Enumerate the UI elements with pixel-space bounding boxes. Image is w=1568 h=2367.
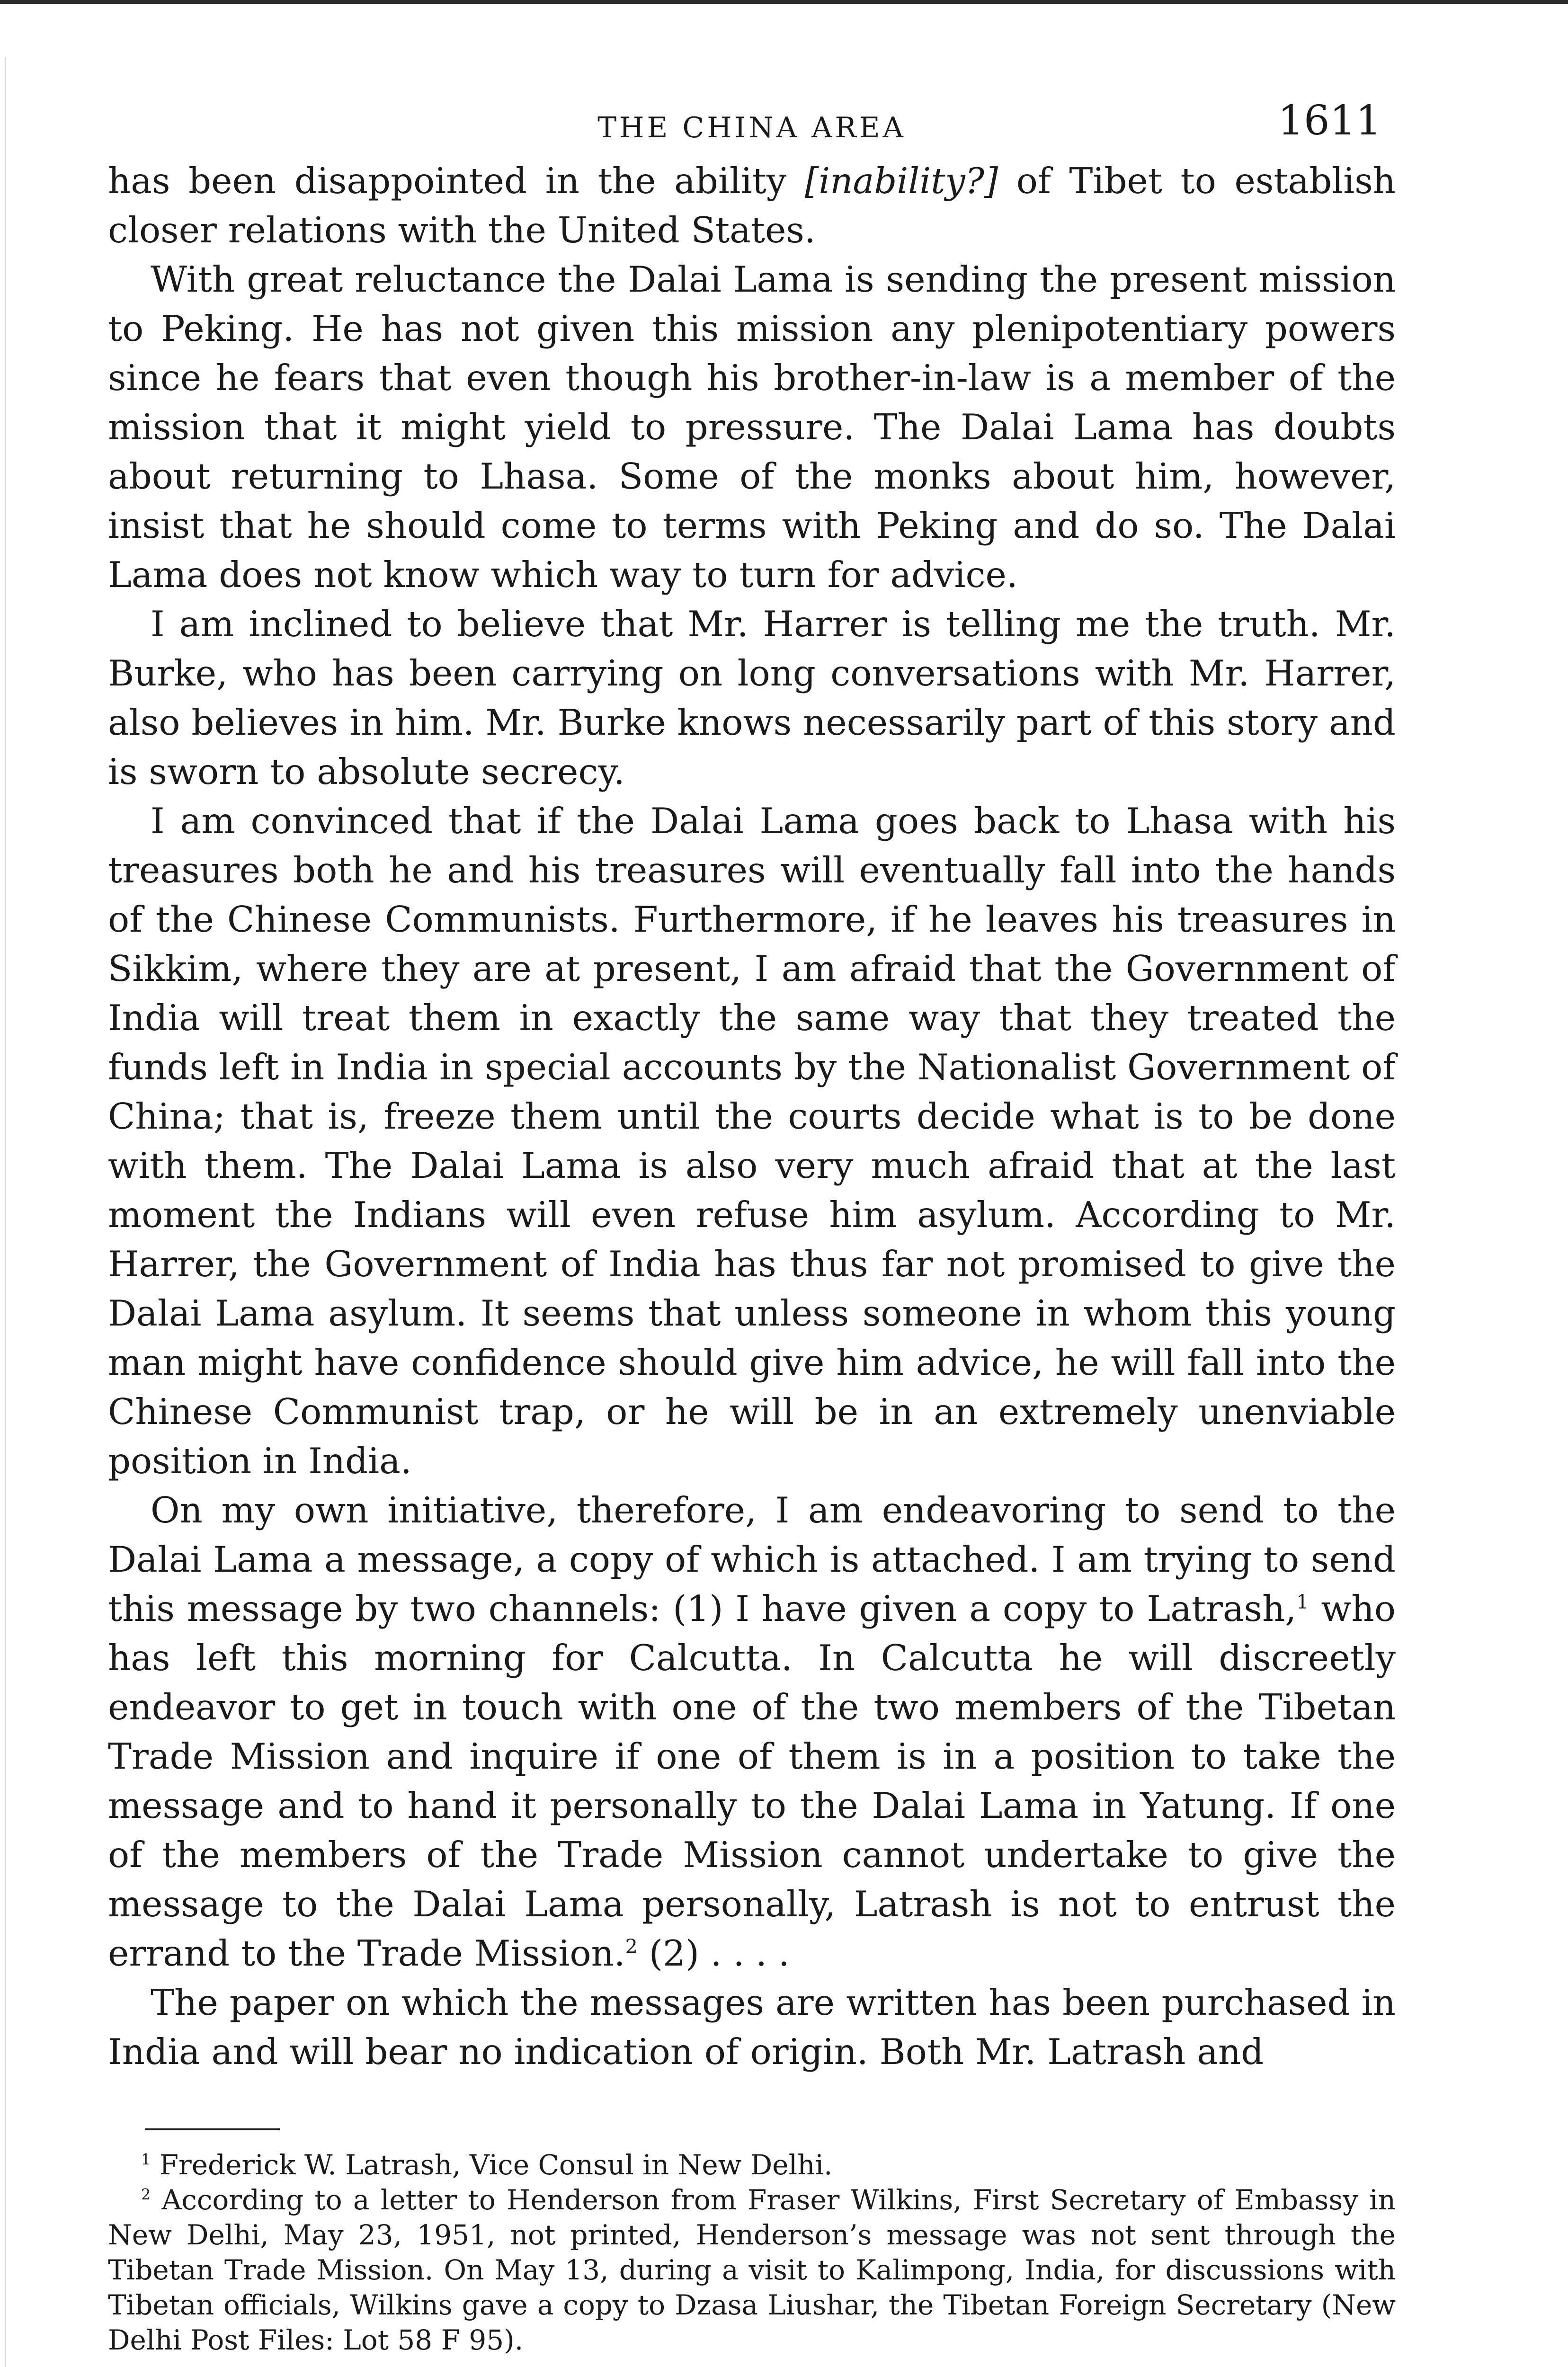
paragraph: I am inclined to believe that Mr. Harrer is telling me the truth. Mr. Burke, who has been carrying on long conversations with Mr. Harrer, also believes in him. Mr. Burke knows necessarily part of this story and is sworn to absolute secrecy.: [108, 603, 1396, 792]
editorial-insertion: [inability?]: [804, 160, 998, 202]
paragraph: [108, 1486, 1396, 1978]
footnote: [108, 2147, 1396, 2182]
running-title: THE CHINA AREA: [597, 111, 906, 144]
footnote-ref-1: 1: [1296, 1591, 1309, 1613]
body-text: [108, 156, 1396, 2076]
paragraph: The paper on which the messages are written has been purchased in India and will bear no indication of origin. Both Mr. Latrash and: [108, 1982, 1396, 2073]
paragraph-text: (2) . . . .: [637, 1932, 790, 1974]
footnotes: [108, 2147, 1396, 2358]
footnote-marker: 1: [141, 2150, 151, 2169]
paragraph-text: On my own initiative, therefore, I am endeavoring to send to the Dalai Lama a message, a copy of which is attached. I am trying to send this message by two channels: (1) I have given a copy to Latrash,: [108, 1489, 1396, 1629]
footnote-divider: [145, 2128, 280, 2130]
paragraph-continued: [108, 156, 1396, 255]
footnote: [108, 2182, 1396, 2358]
paragraph-text: who has left this morning for Calcutta. In Calcutta he will discreetly endeavor to get in touch with one of the two members of the Tibetan Trade Mission and inquire if one of them is in a position to take the message and to hand it personally to the Dalai Lama in Yatung. If one of the members of the Trade Mission cannot undertake to give the message to the Dalai Lama personally, Latrash is not to entrust the errand to the Trade Mission.: [108, 1588, 1396, 1974]
paragraph: I am convinced that if the Dalai Lama goes back to Lhasa with his treasures both he and his treasures will eventually fall into the hands of the Chinese Communists. Furthermore, if he leaves his treasures in Sikkim, where they are at present, I am afraid that the Government of India will treat them in exactly the same way that they treated the funds left in India in special accounts by the Nationalist Government of China; that is, freeze them until the courts decide what is to be done with them. The Dalai Lama is also very much afraid that at the last moment the Indians will even refuse him asylum. According to Mr. Harrer, the Government of India has thus far not promised to give the Dalai Lama asylum. It seems that unless someone in whom this young man might have confidence should give him advice, he will fall into the Chinese Communist trap, or he will be in an extremely unenviable position in India.: [108, 800, 1396, 1482]
page-top-rule: [0, 0, 1568, 4]
running-head: [108, 90, 1396, 156]
footnote-text: Frederick W. Latrash, Vice Consul in New Delhi.: [151, 2149, 833, 2181]
paragraph: With great reluctance the Dalai Lama is sending the present mission to Peking. He has not given this mission any plenipotentiary powers since he fears that even though his brother-in-law is a member of the mission that it might yield to pressure. The Dalai Lama has doubts about returning to Lhasa. Some of the monks about him, however, insist that he should come to terms with Peking and do so. The Dalai Lama does not know which way to turn for advice.: [108, 258, 1396, 596]
paragraph-text: has been disappointed in the ability: [108, 160, 805, 202]
paragraph-text: of Tibet to establish closer relations with the United States.: [108, 160, 1396, 251]
footnote-ref-2: 2: [625, 1935, 638, 1958]
footnote-marker: 2: [141, 2185, 151, 2204]
page-number: 1611: [1278, 97, 1381, 144]
document-page: [108, 90, 1396, 2358]
page-left-edge: [5, 57, 6, 2367]
footnote-text: According to a letter to Henderson from Fraser Wilkins, First Secretary of Embassy in New Delhi, May 23, 1951, not printed, Henderson’s message was not sent through the Tibetan Trade Mission. On May 13, during a visit to Kalimpong, India, for discussions with Tibetan officials, Wilkins gave a copy to Dzasa Liushar, the Tibetan Foreign Secretary (New Delhi Post Files: Lot 58 F 95).: [108, 2184, 1396, 2356]
